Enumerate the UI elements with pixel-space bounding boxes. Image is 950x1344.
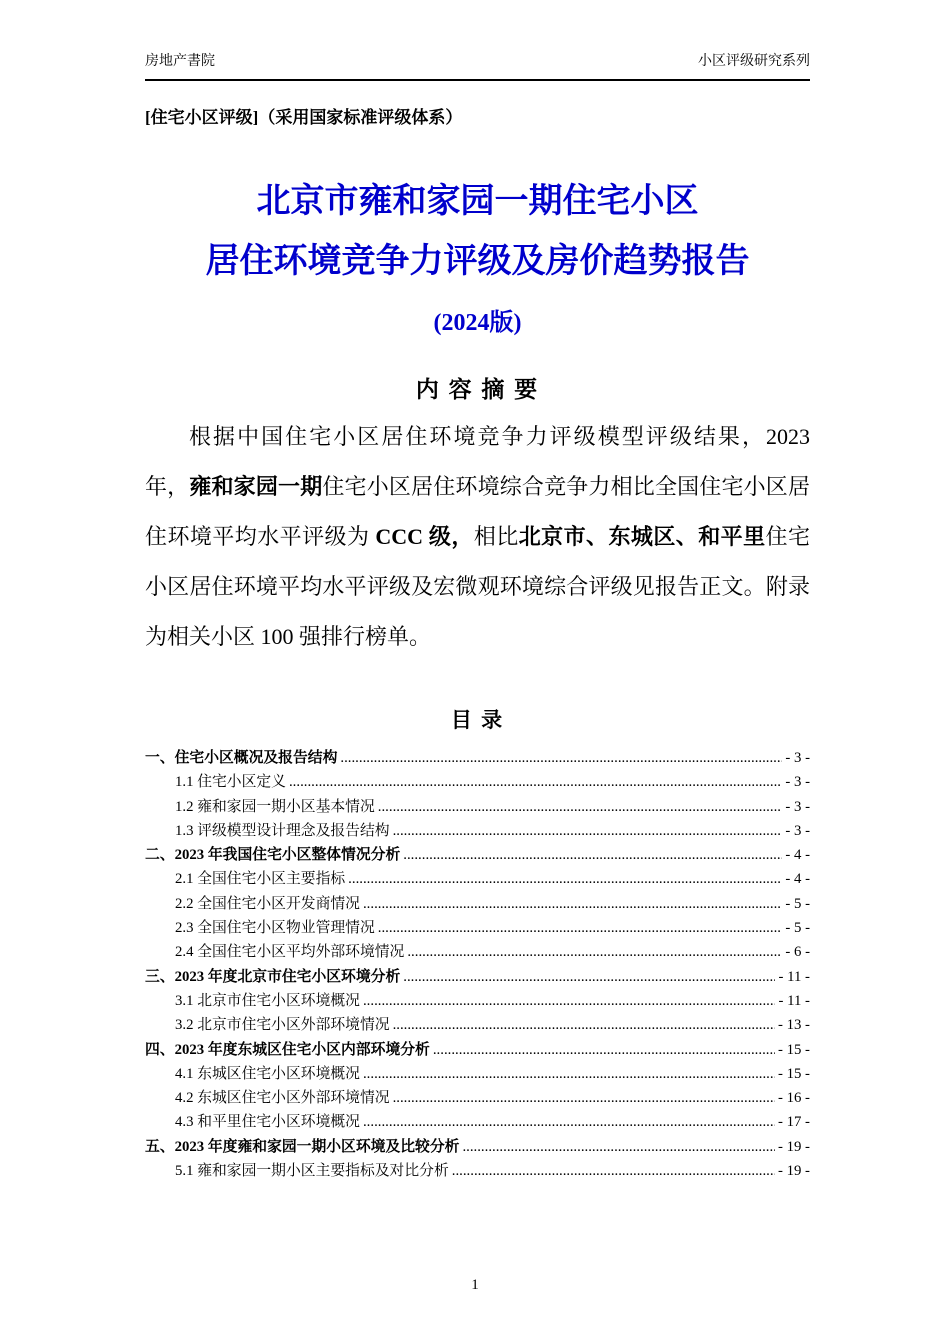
toc-list [145, 746, 810, 1183]
toc-dot-leader [407, 940, 782, 964]
toc-entry-label: 四、2023 年度东城区住宅小区内部环境分析 [145, 1041, 430, 1058]
toc-heading: 目 录 [450, 708, 505, 732]
toc-dot-leader [452, 1159, 775, 1183]
toc-entry-page: - 17 - [777, 1114, 810, 1131]
toc-entry-page: - 3 - [785, 750, 810, 766]
toc-dot-leader [462, 1135, 775, 1159]
toc-entry-page: - 5 - [785, 920, 810, 937]
toc-entry-label: 4.1 东城区住宅小区环境概况 [175, 1065, 360, 1082]
toc-entry[interactable] [145, 795, 810, 819]
toc-entry-page: - 15 - [777, 1041, 810, 1058]
page-footer [0, 1277, 950, 1294]
toc-entry-label: 4.2 东城区住宅小区外部环境情况 [175, 1090, 390, 1107]
summary-text-segment: 根据中国住宅小区居住环境竞争力评级模型评级结果，2023 年， [145, 424, 810, 499]
report-type-line: [住宅小区评级]（采用国家标准评级体系） [145, 108, 463, 127]
toc-entry-label: 三、2023 年度北京市住宅小区环境分析 [145, 968, 401, 985]
toc-dot-leader [340, 746, 782, 770]
page-header [145, 50, 810, 81]
toc-entry-page: - 5 - [785, 895, 810, 912]
toc-entry[interactable] [145, 989, 810, 1013]
toc-entry-label: 二、2023 年我国住宅小区整体情况分析 [145, 847, 401, 864]
toc-entry-label: 4.3 和平里住宅小区环境概况 [175, 1114, 360, 1131]
toc-entry[interactable] [145, 1086, 810, 1110]
page-number: 1 [471, 1277, 479, 1293]
toc-entry-page: - 16 - [777, 1090, 810, 1107]
toc-entry-page: - 19 - [777, 1163, 810, 1180]
report-title-line2: 居住环境竞争力评级及房价趋势报告 [205, 243, 750, 280]
toc-dot-leader [433, 1038, 775, 1062]
toc-entry[interactable] [145, 819, 810, 843]
summary-text-segment: 住宅小区居住环境平均水平评级及宏微观环境综合评级见报告正文。附录为相关小区 100 强排行榜单。 [145, 524, 810, 649]
title-block [145, 172, 810, 292]
toc-dot-leader [393, 1086, 775, 1110]
toc-dot-leader [348, 867, 782, 891]
toc-entry-label: 一、住宅小区概况及报告结构 [145, 750, 338, 766]
toc-entry[interactable] [145, 1159, 810, 1183]
summary-text-segment: 雍和家园一期 [189, 474, 323, 499]
report-edition: (2024版) [433, 310, 522, 336]
toc-entry[interactable] [145, 770, 810, 794]
toc-dot-leader [378, 916, 783, 940]
toc-entry[interactable] [145, 843, 810, 867]
toc-entry-label: 1.1 住宅小区定义 [175, 774, 286, 791]
toc-dot-leader [393, 1013, 775, 1037]
toc-entry[interactable] [145, 867, 810, 891]
toc-entry[interactable] [145, 965, 810, 989]
summary-text-segment: 相比 [473, 524, 519, 549]
header-right-text: 小区评级研究系列 [698, 54, 810, 69]
toc-entry[interactable] [145, 916, 810, 940]
toc-entry-page: - 6 - [785, 944, 810, 961]
toc-entry-label: 2.2 全国住宅小区开发商情况 [175, 895, 360, 912]
toc-dot-leader [403, 843, 782, 867]
toc-dot-leader [363, 989, 776, 1013]
toc-entry-label: 1.2 雍和家园一期小区基本情况 [175, 798, 375, 815]
summary-heading: 内 容 摘 要 [415, 377, 540, 402]
toc-entry-page: - 3 - [785, 798, 810, 815]
summary-paragraph [145, 412, 810, 662]
toc-entry-page: - 4 - [785, 871, 810, 888]
toc-entry-page: - 4 - [785, 847, 810, 864]
toc-dot-leader [363, 892, 782, 916]
header-left-text: 房地产書院 [145, 54, 215, 69]
toc-dot-leader [393, 819, 783, 843]
toc-entry[interactable] [145, 1038, 810, 1062]
toc-dot-leader [363, 1062, 775, 1086]
toc-entry-page: - 11 - [778, 992, 810, 1009]
toc-entry-label: 3.2 北京市住宅小区外部环境情况 [175, 1017, 390, 1034]
toc-entry-label: 五、2023 年度雍和家园一期小区环境及比较分析 [145, 1138, 460, 1155]
toc-entry[interactable] [145, 1135, 810, 1159]
toc-entry-page: - 11 - [778, 968, 810, 985]
toc-entry-page: - 3 - [785, 774, 810, 791]
toc-entry-page: - 19 - [777, 1138, 810, 1155]
toc-entry-page: - 13 - [777, 1017, 810, 1034]
toc-entry[interactable] [145, 1110, 810, 1134]
toc-entry[interactable] [145, 892, 810, 916]
toc-entry-page: - 3 - [785, 822, 810, 839]
report-title-line1: 北京市雍和家园一期住宅小区 [256, 183, 699, 220]
toc-dot-leader [378, 795, 783, 819]
toc-entry-label: 2.4 全国住宅小区平均外部环境情况 [175, 944, 405, 961]
toc-entry-label: 3.1 北京市住宅小区环境概况 [175, 992, 360, 1009]
toc-dot-leader [403, 965, 775, 989]
toc-entry-label: 1.3 评级模型设计理念及报告结构 [175, 822, 390, 839]
summary-text-segment: 住宅小区居住环境综合竞争力相比全国住宅小区居住环境平均水平评级为 [145, 474, 810, 549]
summary-text-segment: 北京市、东城区、和平里 [518, 524, 766, 549]
toc-entry-label: 2.1 全国住宅小区主要指标 [175, 871, 346, 888]
toc-entry[interactable] [145, 940, 810, 964]
toc-entry[interactable] [145, 1062, 810, 1086]
toc-entry[interactable] [145, 1013, 810, 1037]
toc-entry-label: 5.1 雍和家园一期小区主要指标及对比分析 [175, 1163, 449, 1180]
summary-text-segment: CCC 级， [375, 524, 474, 549]
toc-entry[interactable] [145, 746, 810, 770]
toc-dot-leader [289, 770, 782, 794]
toc-entry-page: - 15 - [777, 1065, 810, 1082]
toc-dot-leader [363, 1110, 775, 1134]
toc-entry-label: 2.3 全国住宅小区物业管理情况 [175, 920, 375, 937]
